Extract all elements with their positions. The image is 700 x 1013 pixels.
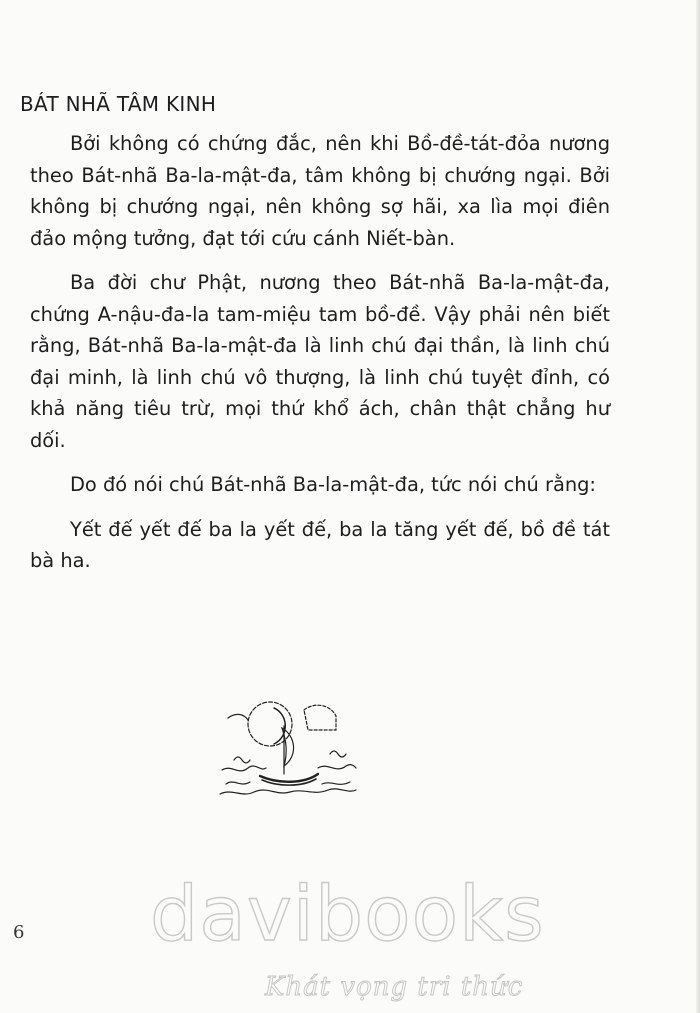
paragraph: Yết đế yết đế ba la yết đế, ba la tăng yết đế, bồ đề tát bà ha. [30,517,610,572]
running-header: BÁT NHÃ TÂM KINH [20,92,217,116]
boat-moon-illustration [218,690,358,800]
paragraph: Bởi không có chứng đắc, nên khi Bồ-đề-tát-đỏa nương theo Bát-nhã Ba-la-mật-đa, tâm không bị chướng ngại. Bởi không bị chướng ngại, nên không sợ hãi, xa lìa mọi điên đảo mộng tưởng, đạt tới cứu cánh Niết-bàn. [30,132,610,250]
paragraph: Do đó nói chú Bát-nhã Ba-la-mật-đa, tức nói chú rằng: [70,473,596,496]
page-edge-shadow [696,0,700,1013]
body-text [30,128,610,590]
paragraph: Ba đời chư Phật, nương theo Bát-nhã Ba-la-mật-đa, chứng A-nậu-đa-la tam-miệu tam bồ-đề. Vậy phải nên biết rằng, Bát-nhã Ba-la-mật-đa là linh chú đại thần, là linh chú đại minh, là linh chú vô thượng, là linh chú tuyệt đỉnh, có khả năng tiêu trừ, mọi thứ khổ ách, chân thật chẳng hư dối. [30,271,610,452]
watermark-brand: davibooks [150,869,545,958]
watermark-tagline: Khát vọng tri thức [265,972,524,1002]
page-number: 6 [13,922,25,943]
